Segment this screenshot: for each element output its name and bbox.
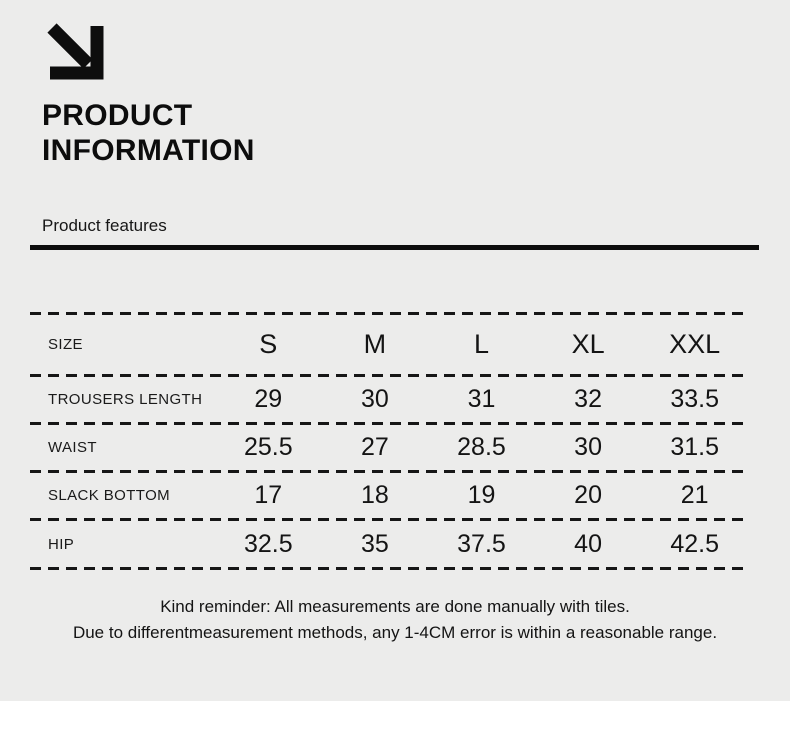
table-row-waist <box>30 425 748 470</box>
table-cell: 30 <box>574 433 602 461</box>
table-cell: 33.5 <box>670 385 719 413</box>
page-title-line1: PRODUCT <box>42 99 193 132</box>
row-label: WAIST <box>48 439 97 456</box>
table-cell: 35 <box>360 529 389 558</box>
table-cell: 30 <box>360 385 389 413</box>
row-label: SLACK BOTTOM <box>48 487 171 504</box>
arrow-down-right-icon <box>44 20 108 84</box>
reminder-line2: Due to differentmeasurement methods, any 1-4CM error is within a reasonable range. <box>72 623 718 642</box>
table-cell: 21 <box>680 481 709 509</box>
table-cell: 31 <box>467 385 496 413</box>
bottom-white-strip <box>0 701 790 729</box>
table-cell: 17 <box>254 481 283 509</box>
table-cell: 29 <box>254 385 283 413</box>
table-cell: 37.5 <box>457 529 506 558</box>
page-title <box>42 98 790 168</box>
reminder-line1: Kind reminder: All measurements are done manually with tiles. <box>160 597 630 616</box>
row-label: TROUSERS LENGTH <box>48 391 203 408</box>
section-label: Product features <box>42 216 167 235</box>
table-cell: 25.5 <box>243 433 293 461</box>
table-cell: XL <box>571 329 605 359</box>
row-label: HIP <box>48 535 75 553</box>
size-table <box>30 312 748 570</box>
table-cell: M <box>363 329 387 359</box>
table-cell: 32 <box>574 385 602 413</box>
divider-rule <box>30 245 759 250</box>
page-title-line2: INFORMATION <box>42 134 255 167</box>
table-dashed-line <box>30 567 748 570</box>
table-row-size <box>30 315 748 374</box>
table-cell: S <box>259 329 278 359</box>
row-label: SIZE <box>48 336 83 353</box>
table-cell: 28.5 <box>457 433 506 461</box>
table-cell: XXL <box>669 329 721 359</box>
table-row-trousers-length <box>30 377 748 422</box>
table-cell: 32.5 <box>243 529 293 558</box>
table-cell: 19 <box>467 481 496 509</box>
table-cell: 18 <box>360 481 389 509</box>
table-row-hip <box>30 521 748 567</box>
table-cell: L <box>473 329 489 359</box>
table-cell: 31.5 <box>670 433 719 461</box>
table-row-slack-bottom <box>30 473 748 518</box>
table-cell: 40 <box>574 529 602 558</box>
table-cell: 42.5 <box>670 529 719 558</box>
table-cell: 27 <box>360 433 389 461</box>
table-cell: 20 <box>574 481 602 509</box>
kind-reminder <box>0 594 790 646</box>
